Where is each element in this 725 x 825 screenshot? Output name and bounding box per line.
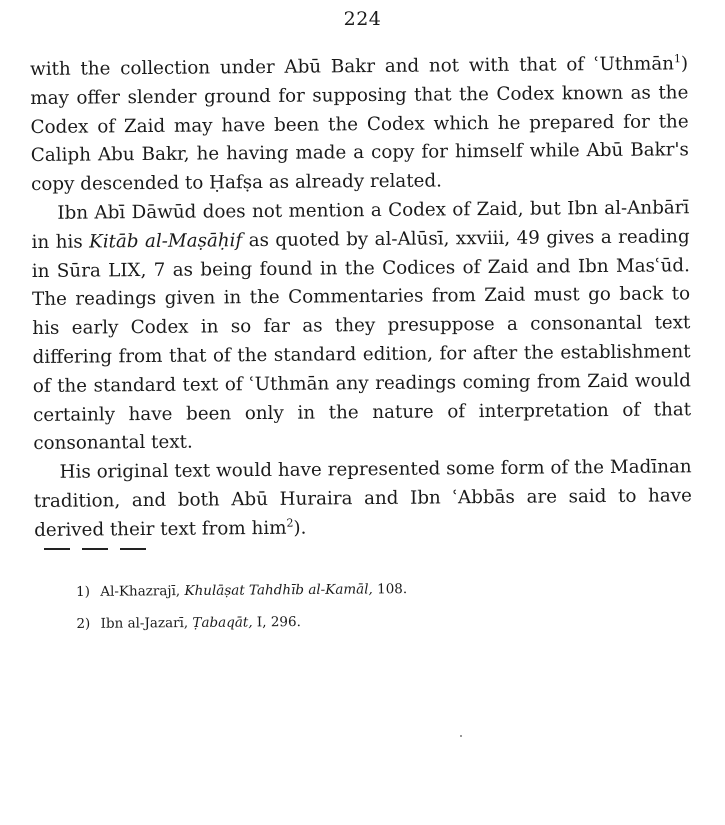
footnotes bbox=[76, 571, 637, 640]
footnote-title: Khulāṣat Tahdhīb al-Kamāl, bbox=[184, 581, 373, 600]
paragraph-2-start: Ibn Abī Dāwūd does not mention a Codex of Zaid, but Ibn al-Anbārī in his bbox=[31, 197, 690, 253]
paragraph-2 bbox=[31, 194, 691, 459]
paragraph-1 bbox=[30, 50, 689, 200]
footnote-2 bbox=[76, 603, 636, 640]
paragraph-1-text: with the collection under Abū Bakr and not with that of ʿUthmān bbox=[30, 53, 675, 80]
book-title: Kitāb al-Maṣāḥif bbox=[89, 229, 243, 253]
footnote-ref: I, 296. bbox=[256, 614, 301, 631]
footnote-ref: 108. bbox=[377, 581, 408, 598]
footnote-number: 1) bbox=[76, 583, 91, 600]
footnote-separator bbox=[44, 548, 154, 551]
paragraph-3 bbox=[34, 453, 693, 545]
paragraph-3-end: ). bbox=[293, 517, 307, 539]
footnote-author: Al-Khazrajī, bbox=[100, 583, 181, 600]
separator-dash bbox=[44, 548, 70, 550]
footnote-ref-2: 2 bbox=[286, 516, 294, 530]
footnote-ref-1: 1 bbox=[673, 52, 681, 66]
footnote-1 bbox=[76, 571, 636, 608]
footnote-author: Ibn al-Jazarī, bbox=[100, 615, 189, 632]
print-speck bbox=[460, 735, 462, 737]
paragraph-1-rest: ) may offer slender ground for supposing that the Codex known as the Codex of Zaid may have been the Codex which he prepared for the Caliph Abu Bakr, he having made a copy for himself while Abū Bakr's copy descended to Ḥafṣa as already related. bbox=[30, 53, 689, 196]
paragraph-2-rest: as quoted by al-Alūsī, xxviii, 49 gives a reading in Sūra LIX, 7 as being found in the Codices of Zaid and Ibn Masʿūd. The readings given in the Commentaries from Zaid must go back to his early Codex in so far as they presuppose a consonantal text differing from that of the standard edition, for after the establishment of the standard text of ʿUthmān any readings coming from Zaid would certainly have been only in the nature of interpretation of that consonantal text. bbox=[31, 226, 692, 455]
footnote-title: Ṭabaqāt, bbox=[192, 614, 253, 631]
page-number: 224 bbox=[343, 8, 382, 30]
paragraph-3-text: His original text would have represented some form of the Madīnan tradition, and both Abū Huraira and Ibn ʿAbbās are said to have derived their text from him bbox=[33, 456, 692, 541]
separator-dash bbox=[120, 548, 146, 550]
separator-dash bbox=[82, 548, 108, 550]
footnote-number: 2) bbox=[76, 615, 91, 632]
main-text bbox=[30, 50, 692, 545]
